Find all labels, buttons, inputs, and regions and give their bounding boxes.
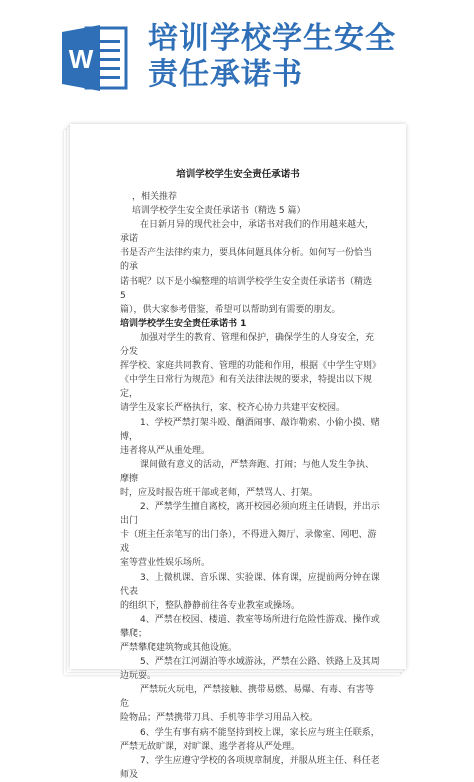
rule-line: 课间做有意义的活动，严禁奔跑、打闹；与他人发生争执、摩擦 (120, 459, 375, 484)
banner-title-line-2: 责任承诺书 (148, 57, 303, 92)
rule-line: 7、学生应遵守学校的各项规章制度，并服从班主任、科任老师及 (120, 755, 380, 780)
word-icon-letter: W (68, 44, 94, 74)
document-page (70, 124, 406, 780)
rule-line: 3、上微机课、音乐课、实验课、体育课，应提前两分钟在课代表 (120, 572, 380, 597)
word-document-icon (62, 22, 128, 94)
rule-line: 6、学生有事有病不能坚持到校上课，家长应与班主任联系， (140, 727, 380, 738)
banner-title-line-1: 培训学校学生安全 (148, 21, 396, 56)
rule-line: 4、严禁在校园、楼道、教室等场所进行危险性游戏、操作或攀爬； (120, 614, 380, 639)
intro-line: 篇），供大家参考借鉴，希望可以帮助到有需要的朋友。 (120, 304, 341, 315)
rule-line: 违者将从严从重处理。 (120, 445, 211, 456)
body-line: 请学生及家长严格执行，家、校齐心协力共建平安校园。 (120, 403, 346, 414)
body-line: 加强对学生的教育、管理和保护，确保学生的人身安全，充分发 (120, 332, 375, 358)
section-heading: 培训学校学生安全责任承诺书 1 (120, 318, 247, 329)
rule-line: 严禁无故旷课，对旷课、逃学者将从严处理。 (120, 741, 301, 752)
rule-line: 险物品；严禁携带刀具、手机等非学习用品入校。 (120, 713, 319, 724)
document-title: 培训学校学生安全责任承诺书 (176, 169, 300, 180)
rule-line: 2、严禁学生擅自离校，离开校园必须向班主任请假，并出示出门 (120, 502, 380, 527)
rule-line: 严禁玩火玩电，严禁接触、携带易燃、易爆、有毒、有害等危 (120, 685, 375, 710)
document-body (120, 190, 380, 782)
rule-line: 1、学校严禁打架斗殴、酗酒闹事、敲诈勒索、小偷小摸、赌博， (120, 417, 380, 442)
body-line: 挥学校、家庭共同教育、管理的功能和作用，根据《中学生守则》 (120, 361, 382, 372)
body-line: 《中学生日常行为规范》和有关法律法规的要求，特提出以下规定， (120, 375, 373, 400)
intro-line: 诺书呢？以下是小编整理的培训学校学生安全责任承诺书（精选 5 (120, 276, 373, 301)
rule-line: 卡（班主任亲笔写的出门条），不得进入舞厅、录像室、网吧、游戏 (120, 530, 377, 555)
intro-line: 书是否产生法律约束力，要具体问题具体分析。如何写一份恰当的承 (120, 248, 373, 273)
rule-line: 的组织下，整队静静前往各专业教室或操场。 (120, 600, 301, 611)
rule-line: 室等营业性娱乐场所。 (120, 558, 211, 569)
rule-line: 时，应及时报告班干部或老师，严禁骂人、打架。 (120, 487, 319, 498)
banner (0, 0, 474, 118)
related-item: 培训学校学生安全责任承诺书（精选 5 篇） (132, 206, 306, 217)
related-label: ，相关推荐 (132, 192, 178, 202)
rule-line: 5、严禁在江河湖泊等水域游泳，严禁在公路、铁路上及其周边玩耍。 (120, 657, 380, 682)
rule-line: 严禁攀爬建筑物或其他设施。 (120, 643, 238, 653)
intro-line: 在日新月异的现代社会中，承诺书对我们的作用越来越大，承诺 (120, 220, 375, 245)
